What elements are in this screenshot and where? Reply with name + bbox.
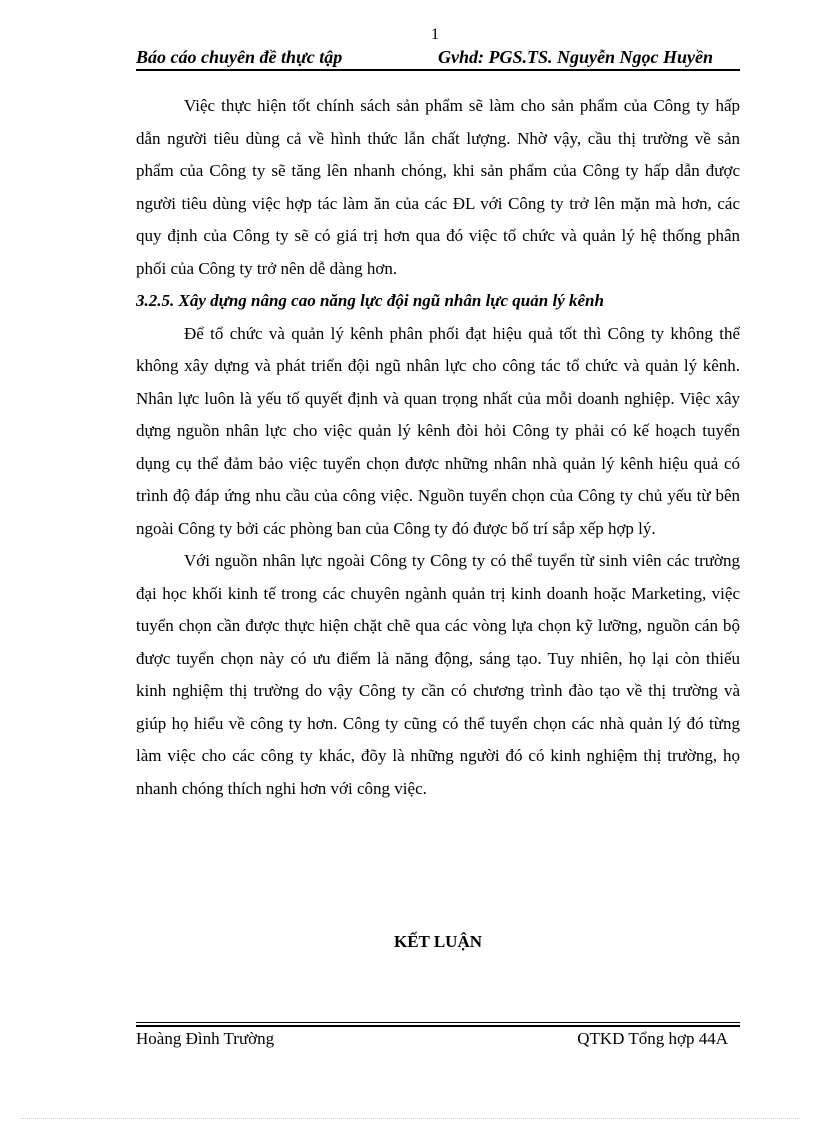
paragraph-2: Để tổ chức và quản lý kênh phân phối đạt hiệu quả tốt thì Công ty không thể không xây dựng và phát triển đội ngũ nhân lực cho công tác tổ chức và quản lý kênh. Nhân lực luôn là yếu tố quyết định và quan trọng nhất của mỗi doanh nghiệp. Việc xây dựng nguồn nhân lực cho việc quản lý kênh đòi hỏi Công ty phải có kế hoạch tuyển dụng cụ thể đảm bảo việc tuyển chọn được những nhân nhà quản lý kênh hiệu quả có trình độ đáp ứng nhu cầu của công việc. Nguồn tuyển chọn của Công ty chủ yếu từ bên ngoài Công ty bởi các phòng ban của Công ty đó được bố trí sắp xếp hợp lý. xyxy=(136,323,740,538)
footer-author: Hoàng Đình Trường xyxy=(136,1029,275,1048)
footer-divider-thin xyxy=(136,1022,740,1023)
paragraph-1: Việc thực hiện tốt chính sách sản phẩm sẽ làm cho sản phẩm của Công ty hấp dẫn người tiêu dùng cả về hình thức lẫn chất lượng. Nhờ vậy, cầu thị trường về sản phẩm của Công ty sẽ tăng lên nhanh chóng, khi sản phẩm của Công ty hấp dẫn được người tiêu dùng việc hợp tác làm ăn của các ĐL với Công ty trở lên mặn mà hơn, các quy định của Công ty sẽ có giá trị hơn qua đó việc tổ chức và quản lý hệ thống phân phối của Công ty trở nên dễ dàng hơn. xyxy=(136,96,740,278)
document-body xyxy=(136,90,740,805)
footer-divider-thick xyxy=(136,1025,740,1027)
header-report-title: Báo cáo chuyên đề thực tập xyxy=(136,47,343,67)
section-heading: 3.2.5. Xây dựng nâng cao năng lực đội ngũ nhân lực quản lý kênh xyxy=(136,291,604,310)
paragraph-3: Với nguồn nhân lực ngoài Công ty Công ty có thể tuyển từ sinh viên các trường đại học khối kinh tế trong các chuyên ngành quản trị kinh doanh hoặc Marketing, việc tuyển chọn cần được thực hiện chặt chẽ qua các vòng lựa chọn kỹ lưỡng, nguồn cán bộ được tuyển chọn này có ưu điểm là năng động, sáng tạo. Tuy nhiên, họ lại còn thiếu kinh nghiệm thị trường do vậy Công ty cần có chương trình đào tạo về thị trường và giúp họ hiểu về công ty hơn. Công ty cũng có thể tuyển chọn các nhà quản lý đó từng làm việc cho các công ty khác, đõy là những người đó có kinh nghiệm thị trường, họ nhanh chóng thích nghi hơn với công việc. xyxy=(136,551,740,798)
page-bottom-border xyxy=(20,1118,800,1119)
page-number: 1 xyxy=(431,26,439,43)
conclusion-title: KẾT LUẬN xyxy=(393,932,482,951)
header-divider xyxy=(136,69,740,71)
footer-class: QTKD Tổng hợp 44A xyxy=(577,1029,728,1048)
header-supervisor: Gvhd: PGS.TS. Nguyễn Ngọc Huyền xyxy=(438,47,713,67)
